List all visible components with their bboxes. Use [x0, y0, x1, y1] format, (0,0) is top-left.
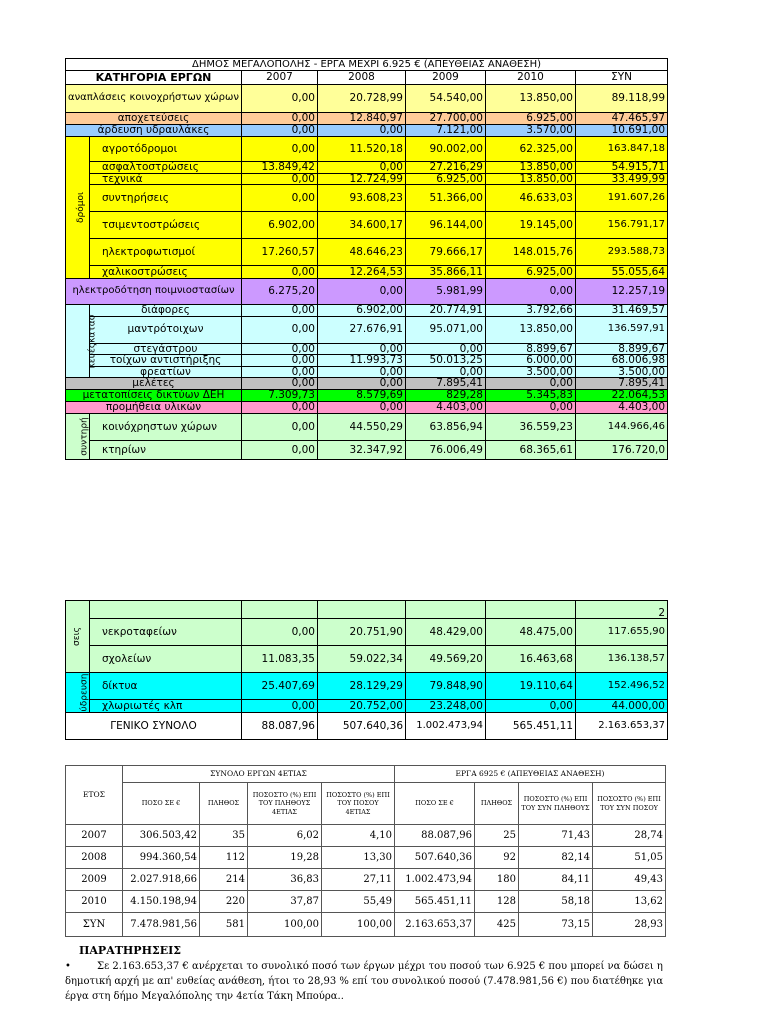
cell-2010 [486, 601, 576, 619]
row-label: σχολείων [90, 646, 242, 673]
cell-2007: 0,00 [242, 366, 318, 378]
row-label: τεχνικά [90, 173, 242, 185]
cell-2008 [318, 601, 406, 619]
cell-2010: 13.850,00 [486, 316, 576, 343]
cell-2009: 829,28 [406, 390, 486, 402]
cell-2009: 95.071,00 [406, 316, 486, 343]
header-pct-amount-direct: ΠΟΣΟΣΤΟ (%) ΕΠΙ ΤΟΥ ΣΥΝ ΠΟΣΟΥ [593, 783, 666, 825]
cell-total: 10.691,00 [576, 125, 668, 137]
cell-2007: 0,00 [242, 85, 318, 113]
cell-pct-amount: 13,30 [322, 847, 395, 869]
row-label: αγροτόδρομοι [90, 137, 242, 162]
group-water-label: ύδρευση [66, 673, 90, 713]
cell-total: 44.000,00 [576, 700, 668, 713]
cell-count-direct: 425 [475, 913, 519, 937]
cell-year: 2008 [66, 847, 123, 869]
cell-2007: 0,00 [242, 378, 318, 390]
cell-2009: 27.700,00 [406, 113, 486, 125]
table-row [66, 441, 668, 460]
row-label: άρδευση υδραυλάκες [66, 125, 242, 137]
table-row [66, 266, 668, 279]
cell-total: 54.915,71 [576, 162, 668, 174]
cell-count-direct: 128 [475, 891, 519, 913]
cell-2007: 0,00 [242, 266, 318, 279]
cell-pct-amount-direct: 51,05 [593, 847, 666, 869]
header-count-direct: ΠΛΗΘΟΣ [475, 783, 519, 825]
cell-pct-amount: 27,11 [322, 869, 395, 891]
cell-total: 55.055,64 [576, 266, 668, 279]
cell-2007: 0,00 [242, 414, 318, 441]
cell-2010: 36.559,23 [486, 414, 576, 441]
grand-total-row [66, 713, 668, 740]
cell-2009: 4.403,00 [406, 402, 486, 414]
header-group-total: ΣΥΝΟΛΟ ΕΡΓΩΝ 4ΕΤΙΑΣ [123, 766, 395, 783]
cell-amount: 306.503,42 [123, 825, 200, 847]
cell-2010: 0,00 [486, 402, 576, 414]
cell-2007: 6.275,20 [242, 279, 318, 305]
group-construction-label: κευέςκατασ [66, 305, 90, 378]
cell-2008: 28.129,29 [318, 673, 406, 700]
table-row [66, 913, 666, 937]
cell-2009: 27.216,29 [406, 162, 486, 174]
cell-2007: 0,00 [242, 305, 318, 317]
cell-2007: 0,00 [242, 402, 318, 414]
cell-2010: 6.000,00 [486, 355, 576, 367]
cell-2007: 7.309,73 [242, 390, 318, 402]
cell-2009: 50.013,25 [406, 355, 486, 367]
cell-total: 7.895,41 [576, 378, 668, 390]
cell-total: 152.496,52 [576, 673, 668, 700]
row-label [90, 601, 242, 619]
cell-pct-count: 37,87 [248, 891, 322, 913]
cell-2010: 6.925,00 [486, 113, 576, 125]
table-row [66, 355, 668, 367]
cell-2008: 11.520,18 [318, 137, 406, 162]
cell-year: 2007 [66, 825, 123, 847]
cell-2009: 79.848,90 [406, 673, 486, 700]
table-row [66, 185, 668, 212]
cell-2009: 48.429,00 [406, 619, 486, 646]
cell-amount: 994.360,54 [123, 847, 200, 869]
cell-total: 31.469,57 [576, 305, 668, 317]
row-label: μετατοπίσεις δικτύων ΔΕΗ [66, 390, 242, 402]
cell-2009: 7.121,00 [406, 125, 486, 137]
row-label: νεκροταφείων [90, 619, 242, 646]
group-roads-label: δρόμοι [66, 137, 90, 279]
row-label: προμήθεια υλικών [66, 402, 242, 414]
cell-2007: 0,00 [242, 173, 318, 185]
row-label: χλωριωτές κλπ [90, 700, 242, 713]
cell-2010: 19.110,64 [486, 673, 576, 700]
cell-2007: 0,00 [242, 441, 318, 460]
cell-count: 581 [200, 913, 248, 937]
cell-2007: 17.260,57 [242, 239, 318, 266]
cell-pct-count: 6,02 [248, 825, 322, 847]
table-row [66, 305, 668, 317]
table-row [66, 343, 668, 355]
cell-amount-direct: 507.640,36 [395, 847, 475, 869]
cell-2007: 0,00 [242, 343, 318, 355]
cell-count: 112 [200, 847, 248, 869]
cell-2010: 13.850,00 [486, 85, 576, 113]
row-label: ηλεκτροδότηση ποιμνιοστασίων [66, 279, 242, 305]
header-amount: ΠΟΣΟ ΣΕ € [123, 783, 200, 825]
cell-2010: 0,00 [486, 700, 576, 713]
cell-2010: 3.570,00 [486, 125, 576, 137]
cell-2009: 7.895,41 [406, 378, 486, 390]
table-title: ΔΗΜΟΣ ΜΕΓΑΛΟΠΟΛΗΣ - ΕΡΓΑ ΜΕΧΡΙ 6.925 € (ΑΠΕΥΘΕΙΑΣ ΑΝΑΘΕΣΗ) [66, 59, 668, 71]
cell-2009: 1.002.473,94 [406, 713, 486, 740]
cell-amount-direct: 2.163.653,37 [395, 913, 475, 937]
cell-2007: 0,00 [242, 355, 318, 367]
cell-total: 3.500,00 [576, 366, 668, 378]
cell-amount: 4.150.198,94 [123, 891, 200, 913]
cell-2010: 68.365,61 [486, 441, 576, 460]
cell-pct-amount-direct: 28,93 [593, 913, 666, 937]
notes-text: Σε 2.163.653,37 € ανέρχεται το συνολικό ποσό των έργων μέχρι του ποσού των 6.925 € που μπορεί να δώσει η δημοτική αρχή με απ' ευθείας ανάθεση, ήτοι το 28,93 % επί του συνολικού ποσού (7.478.981,56 €) που διατέθηκε για έργα στη δήμο Μεγαλόπολης την 4ετία Τάκη Μπούρα.. [65, 961, 664, 1002]
cell-2008: 20.752,00 [318, 700, 406, 713]
cell-total: 191.607,26 [576, 185, 668, 212]
cell-2008: 44.550,29 [318, 414, 406, 441]
cell-2008: 12.724,99 [318, 173, 406, 185]
cell-2008: 27.676,91 [318, 316, 406, 343]
cell-2008: 0,00 [318, 378, 406, 390]
cell-2009: 79.666,17 [406, 239, 486, 266]
cell-2008: 0,00 [318, 402, 406, 414]
cell-total: 68.006,98 [576, 355, 668, 367]
header-2010: 2010 [486, 71, 576, 85]
cell-2008: 0,00 [318, 279, 406, 305]
cell-2010: 13.850,00 [486, 173, 576, 185]
table-row [66, 619, 668, 646]
table-row [66, 162, 668, 174]
cell-2008: 48.646,23 [318, 239, 406, 266]
cell-pct-amount-direct: 13,62 [593, 891, 666, 913]
table-row [66, 366, 668, 378]
cell-pct-count-direct: 73,15 [519, 913, 593, 937]
row-label: φρεατίων [90, 366, 242, 378]
header-category: ΚΑΤΗΓΟΡΙΑ ΕΡΓΩΝ [66, 71, 242, 85]
cell-2009: 76.006,49 [406, 441, 486, 460]
header-2009: 2009 [406, 71, 486, 85]
cell-2007: 88.087,96 [242, 713, 318, 740]
cell-amount-direct: 88.087,96 [395, 825, 475, 847]
summary-group-header-row [66, 766, 666, 783]
table-row [66, 891, 666, 913]
table-row [66, 125, 668, 137]
cell-2010: 6.925,00 [486, 266, 576, 279]
table-row [66, 601, 668, 619]
header-year: ΕΤΟΣ [66, 766, 123, 825]
cell-2008: 59.022,34 [318, 646, 406, 673]
table-row [66, 847, 666, 869]
cell-amount-direct: 565.451,11 [395, 891, 475, 913]
cell-amount-direct: 1.002.473,94 [395, 869, 475, 891]
table-row [66, 279, 668, 305]
table-row [66, 700, 668, 713]
cell-2007: 11.083,35 [242, 646, 318, 673]
cell-2010: 46.633,03 [486, 185, 576, 212]
row-label: χαλικοστρώσεις [90, 266, 242, 279]
cell-year: 2009 [66, 869, 123, 891]
cell-count-direct: 92 [475, 847, 519, 869]
cell-total: 293.588,73 [576, 239, 668, 266]
cell-count-direct: 25 [475, 825, 519, 847]
cell-pct-amount-direct: 28,74 [593, 825, 666, 847]
row-label: αποχετεύσεις [66, 113, 242, 125]
table-row [66, 402, 668, 414]
cell-2008: 12.264,53 [318, 266, 406, 279]
cell-2009: 6.925,00 [406, 173, 486, 185]
main-projects-table [65, 58, 668, 460]
cell-2009: 96.144,00 [406, 212, 486, 239]
cell-2010: 48.475,00 [486, 619, 576, 646]
cell-amount: 2.027.918,66 [123, 869, 200, 891]
grand-total-label: ΓΕΝΙΚΟ ΣΥΝΟΛΟ [66, 713, 242, 740]
cell-2007: 25.407,69 [242, 673, 318, 700]
row-label: αναπλάσεις κοινοχρήστων χώρων [66, 85, 242, 113]
row-label: τσιμεντοστρώσεις [90, 212, 242, 239]
cell-2008: 11.993,73 [318, 355, 406, 367]
header-total: ΣΥΝ [576, 71, 668, 85]
cell-pct-count-direct: 82,14 [519, 847, 593, 869]
cell-2008: 0,00 [318, 343, 406, 355]
cell-amount: 7.478.981,56 [123, 913, 200, 937]
cell-2009: 0,00 [406, 366, 486, 378]
cell-2007: 0,00 [242, 619, 318, 646]
table-row [66, 673, 668, 700]
table-row [66, 378, 668, 390]
row-label: μελέτες [66, 378, 242, 390]
cell-2007: 0,00 [242, 113, 318, 125]
cell-2009: 51.366,00 [406, 185, 486, 212]
summary-table [65, 765, 666, 937]
cell-2008: 32.347,92 [318, 441, 406, 460]
cell-count-direct: 180 [475, 869, 519, 891]
cell-2009: 35.866,11 [406, 266, 486, 279]
row-label: συντηρήσεις [90, 185, 242, 212]
header-2008: 2008 [318, 71, 406, 85]
table-row [66, 646, 668, 673]
table-row [66, 239, 668, 266]
cell-2010: 5.345,83 [486, 390, 576, 402]
cell-total: 136.138,57 [576, 646, 668, 673]
row-label: δίκτυα [90, 673, 242, 700]
header-2007: 2007 [242, 71, 318, 85]
cell-2008: 20.751,90 [318, 619, 406, 646]
table-title-row [66, 59, 668, 71]
cell-pct-count-direct: 71,43 [519, 825, 593, 847]
cell-total: 144.966,46 [576, 414, 668, 441]
cell-count: 35 [200, 825, 248, 847]
cell-2008: 6.902,00 [318, 305, 406, 317]
cell-2007: 0,00 [242, 316, 318, 343]
cell-pct-amount: 100,00 [322, 913, 395, 937]
row-label: μαντρότοιχων [90, 316, 242, 343]
cell-total: 89.118,99 [576, 85, 668, 113]
cell-2008: 0,00 [318, 162, 406, 174]
cell-2008: 8.579,69 [318, 390, 406, 402]
cell-total: 2.163.653,37 [576, 713, 668, 740]
table-row [66, 85, 668, 113]
notes-title: ΠΑΡΑΤΗΡΗΣΕΙΣ [79, 944, 182, 957]
group-maintenance-label: συντηρή [66, 414, 90, 460]
cell-2008: 20.728,99 [318, 85, 406, 113]
cell-total: 33.499,99 [576, 173, 668, 185]
header-pct-count: ΠΟΣΟΣΤΟ (%) ΕΠΙ ΤΟΥ ΠΛΗΘΟΥΣ 4ΕΤΙΑΣ [248, 783, 322, 825]
cell-total: 12.257,19 [576, 279, 668, 305]
cell-2010: 13.850,00 [486, 162, 576, 174]
cell-2010: 0,00 [486, 279, 576, 305]
cell-pct-count: 19,28 [248, 847, 322, 869]
cell-year: ΣΥΝ [66, 913, 123, 937]
cell-2009: 49.569,20 [406, 646, 486, 673]
cell-pct-count: 100,00 [248, 913, 322, 937]
cell-count: 214 [200, 869, 248, 891]
table-header-row [66, 71, 668, 85]
row-label: κοινόχρηστων χώρων [90, 414, 242, 441]
cell-total: 4.403,00 [576, 402, 668, 414]
cell-total: 136.597,91 [576, 316, 668, 343]
cell-total: 2 [576, 601, 668, 619]
cell-pct-amount: 55,49 [322, 891, 395, 913]
cell-2010: 0,00 [486, 378, 576, 390]
cell-total: 163.847,18 [576, 137, 668, 162]
cell-count: 220 [200, 891, 248, 913]
cell-2009: 20.774,91 [406, 305, 486, 317]
cell-2007: 13.849,42 [242, 162, 318, 174]
row-label: τοίχων αντιστήριξης [90, 355, 242, 367]
cell-2007: 0,00 [242, 185, 318, 212]
cell-total: 8.899,67 [576, 343, 668, 355]
table-row [66, 316, 668, 343]
header-pct-amount: ΠΟΣΟΣΤΟ (%) ΕΠΙ ΤΟΥ ΠΟΣΟΥ 4ΕΤΙΑΣ [322, 783, 395, 825]
table-row [66, 825, 666, 847]
continuation-table [65, 600, 668, 740]
row-label: στεγάστρου [90, 343, 242, 355]
cell-2007: 6.902,00 [242, 212, 318, 239]
cell-2010: 19.145,00 [486, 212, 576, 239]
bullet-icon: • [65, 961, 71, 972]
table-row [66, 869, 666, 891]
cell-2009: 54.540,00 [406, 85, 486, 113]
cell-2007: 0,00 [242, 700, 318, 713]
row-label: διάφορες [90, 305, 242, 317]
cell-pct-amount: 4,10 [322, 825, 395, 847]
cell-total: 117.655,90 [576, 619, 668, 646]
cell-2009: 5.981,99 [406, 279, 486, 305]
cell-pct-count-direct: 58,18 [519, 891, 593, 913]
table-row [66, 137, 668, 162]
cell-2008: 507.640,36 [318, 713, 406, 740]
cell-2010: 565.451,11 [486, 713, 576, 740]
cell-2009 [406, 601, 486, 619]
cell-2009: 23.248,00 [406, 700, 486, 713]
cell-2007 [242, 601, 318, 619]
cell-2008: 93.608,23 [318, 185, 406, 212]
table-row [66, 390, 668, 402]
cell-2008: 34.600,17 [318, 212, 406, 239]
summary-sub-header-row [66, 783, 666, 825]
cell-2010: 16.463,68 [486, 646, 576, 673]
cell-2009: 63.856,94 [406, 414, 486, 441]
cell-total: 22.064,53 [576, 390, 668, 402]
header-pct-count-direct: ΠΟΣΟΣΤΟ (%) ΕΠΙ ΤΟΥ ΣΥΝ ΠΛΗΘΟΥΣ [519, 783, 593, 825]
cell-2009: 0,00 [406, 343, 486, 355]
cell-2010: 3.792,66 [486, 305, 576, 317]
group-maint-tail-label: σεις [66, 601, 90, 673]
cell-total: 156.791,17 [576, 212, 668, 239]
cell-2008: 0,00 [318, 366, 406, 378]
cell-2010: 3.500,00 [486, 366, 576, 378]
cell-pct-count-direct: 84,11 [519, 869, 593, 891]
row-label: ασφαλτοστρώσεις [90, 162, 242, 174]
cell-total: 47.465,97 [576, 113, 668, 125]
cell-year: 2010 [66, 891, 123, 913]
notes-body [65, 959, 668, 1004]
row-label: κτηρίων [90, 441, 242, 460]
cell-2007: 0,00 [242, 125, 318, 137]
cell-2010: 62.325,00 [486, 137, 576, 162]
cell-2010: 148.015,76 [486, 239, 576, 266]
header-count: ΠΛΗΘΟΣ [200, 783, 248, 825]
cell-2008: 0,00 [318, 125, 406, 137]
cell-2007: 0,00 [242, 137, 318, 162]
row-label: ηλεκτροφωτισμοί [90, 239, 242, 266]
table-row [66, 212, 668, 239]
cell-total: 176.720,0 [576, 441, 668, 460]
cell-2008: 12.840,97 [318, 113, 406, 125]
header-amount-direct: ΠΟΣΟ ΣΕ € [395, 783, 475, 825]
cell-pct-amount-direct: 49,43 [593, 869, 666, 891]
table-row [66, 173, 668, 185]
table-row [66, 414, 668, 441]
table-row [66, 113, 668, 125]
cell-2009: 90.002,00 [406, 137, 486, 162]
cell-pct-count: 36,83 [248, 869, 322, 891]
cell-2010: 8.899,67 [486, 343, 576, 355]
header-group-direct: ΕΡΓΑ 6925 € (ΑΠΕΥΘΕΙΑΣ ΑΝΑΘΕΣΗ) [395, 766, 666, 783]
